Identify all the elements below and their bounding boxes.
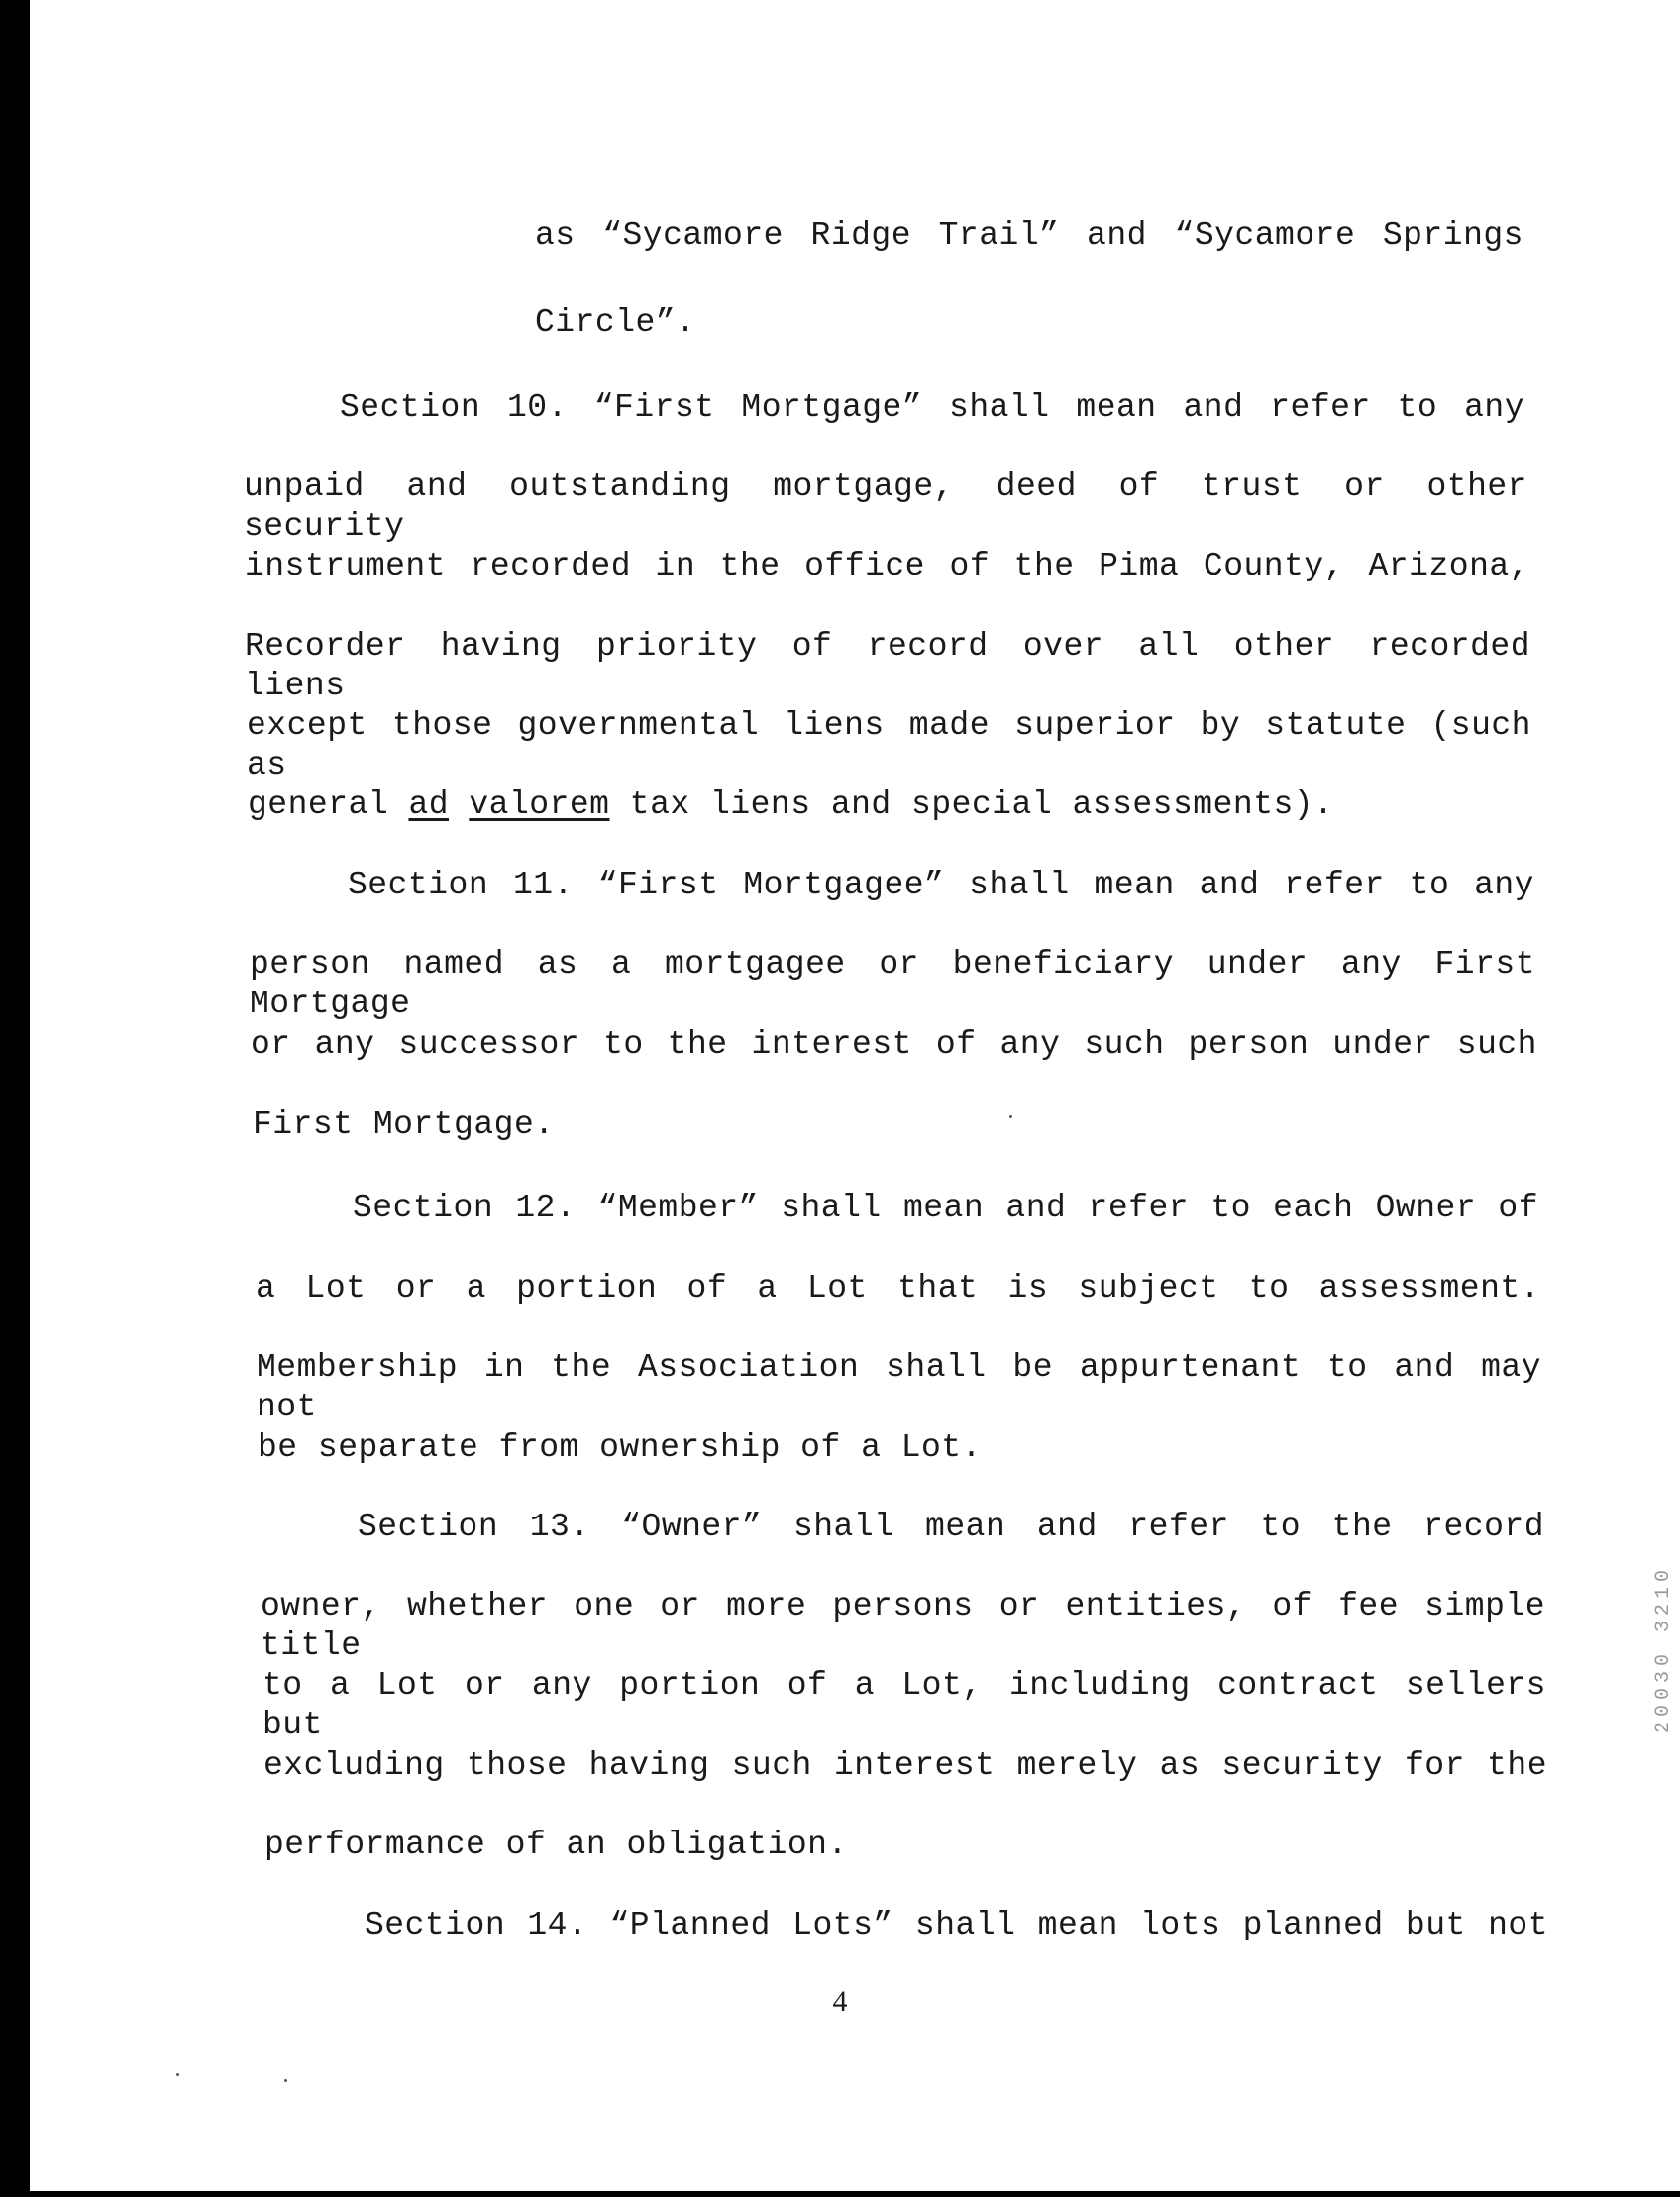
text-line: First Mortgage. (253, 1106, 555, 1143)
general-word: general (248, 786, 389, 823)
section-12-heading-line: Section 12. “Member” shall mean and refer to each Owner of (353, 1190, 1538, 1226)
text-line: a Lot or a portion of a Lot that is subject to assessment. (256, 1270, 1540, 1307)
text-line: be separate from ownership of a Lot. (258, 1429, 982, 1466)
ad-underlined: ad (408, 786, 450, 823)
text-line: Membership in the Association shall be appurtenant to and may not (257, 1349, 1541, 1425)
text-line: as “Sycamore Ridge Trail” and “Sycamore Springs (535, 217, 1523, 254)
text-line: instrument recorded in the office of the Pima County, Arizona, (245, 548, 1529, 584)
text-line-ad-valorem (248, 785, 1333, 825)
text-line: excluding those having such interest merely as security for the (263, 1747, 1547, 1784)
text-line: to a Lot or any portion of a Lot, including contract sellers but (262, 1667, 1546, 1743)
text-line: owner, whether one or more persons or entities, of fee simple title (261, 1588, 1545, 1664)
page-number: 4 (832, 1985, 848, 2018)
text-line: except those governmental liens made superior by statute (such as (247, 707, 1531, 784)
section-10-heading-line: Section 10. “First Mortgage” shall mean and refer to any (340, 389, 1524, 426)
valorem-underlined: valorem (469, 786, 610, 823)
section-13-heading-line: Section 13. “Owner” shall mean and refer to the record (358, 1509, 1544, 1545)
text-line: Circle”. (535, 304, 696, 341)
recording-stamp: 20030 3210 (1652, 1565, 1675, 1734)
text-line: unpaid and outstanding mortgage, deed of trust or other security (244, 469, 1527, 545)
scan-speck (176, 2073, 179, 2076)
scan-speck (284, 2079, 287, 2082)
text-line: Recorder having priority of record over all other recorded liens (245, 628, 1530, 704)
section-11-heading-line: Section 11. “First Mortgagee” shall mean and refer to any (348, 867, 1534, 903)
scan-speck (1009, 1115, 1012, 1118)
section-14-heading-line: Section 14. “Planned Lots” shall mean lots planned but not (365, 1907, 1548, 1943)
text-line: performance of an obligation. (264, 1827, 848, 1863)
text-line: person named as a mortgagee or beneficiary under any First Mortgage (250, 946, 1535, 1022)
text-line: or any successor to the interest of any such person under such (251, 1026, 1537, 1063)
text-line-rest: tax liens and special assessments). (629, 786, 1334, 823)
